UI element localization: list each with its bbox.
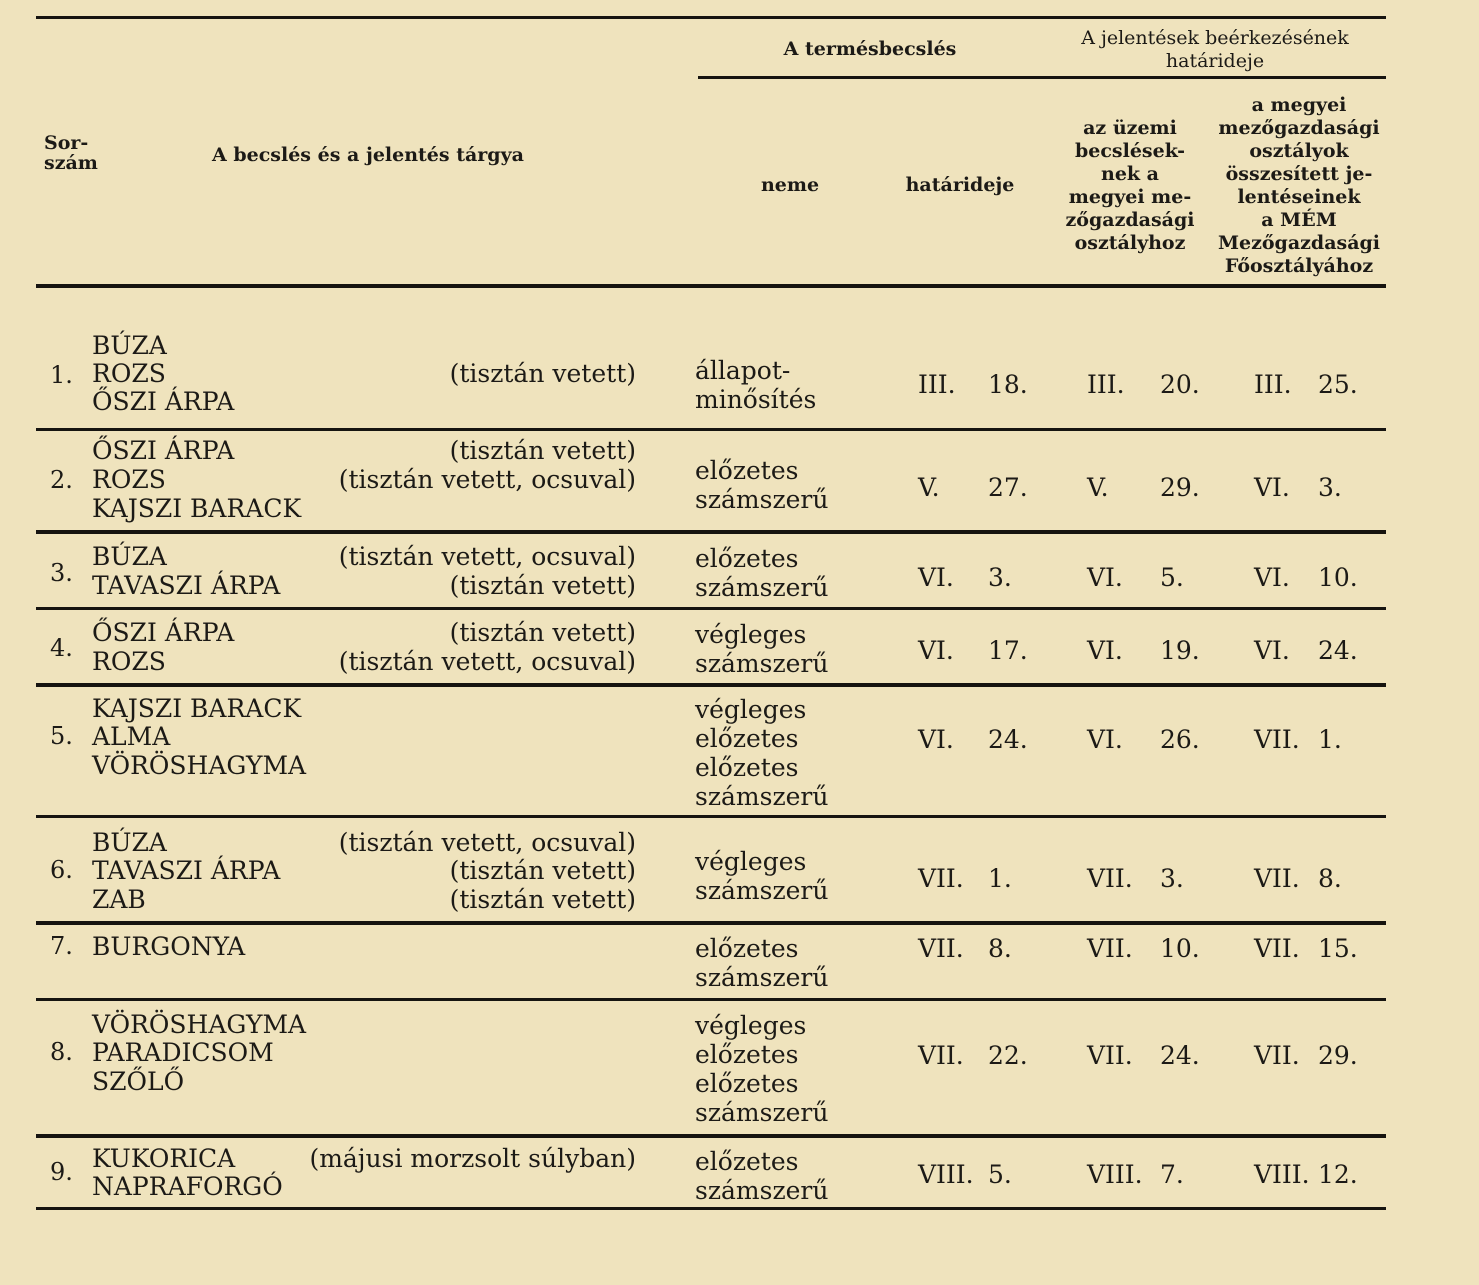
uzemi-day: 3.	[1160, 864, 1184, 893]
row-number: 5.	[50, 722, 73, 750]
subheader-rule	[698, 76, 1386, 79]
row-number: 7.	[50, 932, 73, 960]
uzemi-day: 26.	[1160, 725, 1200, 754]
row-number: 1.	[50, 361, 73, 389]
row-number: 4.	[50, 634, 73, 662]
crop-name: VÖRÖSHAGYMA	[92, 751, 307, 780]
megyei-month: VII.	[1254, 725, 1300, 754]
neme-value: előzetes számszerű	[695, 1147, 829, 1205]
uzemi-month: V.	[1087, 473, 1109, 502]
megyei-day: 10.	[1318, 563, 1358, 592]
crop-note: (tisztán vetett, ocsuval)	[338, 542, 636, 571]
crop-name: ROZS	[92, 359, 166, 388]
crop-note: (tisztán vetett)	[449, 359, 636, 388]
header-megyei: a megyei mezőgazdasági osztályok összesített je- lentéseinek a MÉM Mezőgazdasági Főosztályához	[1217, 94, 1381, 277]
crop-note: (tisztán vetett)	[449, 436, 636, 465]
uzemi-day: 24.	[1160, 1041, 1200, 1070]
megyei-day: 12.	[1318, 1160, 1358, 1189]
row-divider	[36, 428, 1386, 431]
row-number: 6.	[50, 856, 73, 884]
header-bottom-rule	[36, 284, 1386, 288]
hatarideje-day: 8.	[988, 934, 1012, 963]
hatarideje-day: 3.	[988, 563, 1012, 592]
crop-name: ZAB	[92, 885, 146, 914]
uzemi-month: VII.	[1087, 864, 1133, 893]
crop-name: VÖRÖSHAGYMA	[92, 1010, 307, 1039]
megyei-month: III.	[1254, 370, 1292, 399]
crop-name: KUKORICA	[92, 1144, 236, 1173]
megyei-day: 25.	[1318, 370, 1358, 399]
uzemi-month: VII.	[1087, 1041, 1133, 1070]
uzemi-month: VI.	[1087, 636, 1123, 665]
neme-value: előzetes számszerű	[695, 544, 829, 602]
megyei-day: 29.	[1318, 1041, 1358, 1070]
hatarideje-day: 17.	[988, 636, 1028, 665]
hatarideje-month: V.	[918, 473, 940, 502]
header-targy: A becslés és a jelentés tárgya	[212, 144, 524, 166]
uzemi-day: 29.	[1160, 473, 1200, 502]
row-divider	[36, 607, 1386, 610]
uzemi-month: III.	[1087, 370, 1125, 399]
crop-note: (májusi morzsolt súlyban)	[309, 1144, 636, 1173]
neme-value: előzetes számszerű	[695, 456, 829, 514]
crop-note: (tisztán vetett, ocsuval)	[338, 465, 636, 494]
crop-name: PARADICSOM	[92, 1038, 274, 1067]
header-hatarideje: határideje	[905, 174, 1015, 196]
crop-name: ROZS	[92, 647, 166, 676]
megyei-day: 1.	[1318, 725, 1342, 754]
neme-value: végleges előzetes előzetes számszerű	[695, 1011, 829, 1127]
megyei-month: VII.	[1254, 934, 1300, 963]
crop-note: (tisztán vetett)	[449, 571, 636, 600]
crop-note: (tisztán vetett)	[449, 856, 636, 885]
hatarideje-month: VII.	[918, 864, 964, 893]
hatarideje-month: VI.	[918, 563, 954, 592]
uzemi-day: 7.	[1160, 1160, 1184, 1189]
hatarideje-day: 1.	[988, 864, 1012, 893]
hatarideje-month: VII.	[918, 1041, 964, 1070]
hatarideje-month: VII.	[918, 934, 964, 963]
megyei-month: VI.	[1254, 473, 1290, 502]
neme-value: végleges számszerű	[695, 847, 829, 905]
header-sorszam: Sor- szám	[44, 132, 98, 174]
megyei-month: VIII.	[1254, 1160, 1310, 1189]
crop-name: KAJSZI BARACK	[92, 694, 302, 723]
neme-value: előzetes számszerű	[695, 934, 829, 992]
row-number: 8.	[50, 1038, 73, 1066]
uzemi-day: 20.	[1160, 370, 1200, 399]
hatarideje-month: III.	[918, 370, 956, 399]
crop-name: BÚZA	[92, 542, 167, 571]
header-uzemi: az üzemi becslések- nek a megyei me- zőgazdasági osztályhoz	[1065, 117, 1195, 254]
megyei-month: VI.	[1254, 636, 1290, 665]
row-divider	[36, 815, 1386, 818]
megyei-month: VII.	[1254, 864, 1300, 893]
crop-name: ALMA	[92, 722, 171, 751]
megyei-day: 24.	[1318, 636, 1358, 665]
hatarideje-day: 22.	[988, 1041, 1028, 1070]
hatarideje-month: VI.	[918, 725, 954, 754]
crop-name: NAPRAFORGÓ	[92, 1172, 283, 1201]
hatarideje-month: VI.	[918, 636, 954, 665]
uzemi-month: VI.	[1087, 725, 1123, 754]
header-neme: neme	[760, 174, 820, 196]
crop-note: (tisztán vetett, ocsuval)	[338, 647, 636, 676]
crop-name: SZŐLŐ	[92, 1067, 185, 1096]
crop-name: BÚZA	[92, 331, 167, 360]
uzemi-month: VIII.	[1087, 1160, 1143, 1189]
hatarideje-day: 18.	[988, 370, 1028, 399]
row-number: 9.	[50, 1158, 73, 1186]
row-divider	[36, 921, 1386, 925]
row-divider	[36, 1207, 1386, 1210]
crop-name: ROZS	[92, 465, 166, 494]
uzemi-month: VII.	[1087, 934, 1133, 963]
top-rule	[36, 16, 1386, 19]
row-number: 3.	[50, 559, 73, 587]
uzemi-day: 10.	[1160, 934, 1200, 963]
crop-note: (tisztán vetett)	[449, 618, 636, 647]
crop-name: KAJSZI BARACK	[92, 494, 302, 523]
uzemi-month: VI.	[1087, 563, 1123, 592]
header-termesbecsles: A termésbecslés	[783, 38, 957, 60]
crop-name: ŐSZI ÁRPA	[92, 387, 235, 416]
crop-name: BÚZA	[92, 828, 167, 857]
megyei-month: VII.	[1254, 1041, 1300, 1070]
uzemi-day: 19.	[1160, 636, 1200, 665]
crop-name: BURGONYA	[92, 932, 246, 961]
hatarideje-day: 5.	[988, 1160, 1012, 1189]
hatarideje-day: 27.	[988, 473, 1028, 502]
megyei-day: 15.	[1318, 934, 1358, 963]
row-number: 2.	[50, 466, 73, 494]
neme-value: végleges előzetes előzetes számszerű	[695, 695, 829, 811]
neme-value: állapot- minősítés	[695, 356, 817, 414]
row-divider	[36, 998, 1386, 1001]
header-jelentesek: A jelentések beérkezésének határideje	[1081, 27, 1349, 72]
hatarideje-month: VIII.	[918, 1160, 974, 1189]
uzemi-day: 5.	[1160, 563, 1184, 592]
megyei-day: 3.	[1318, 473, 1342, 502]
crop-note: (tisztán vetett, ocsuval)	[338, 828, 636, 857]
row-divider	[36, 530, 1386, 534]
crop-note: (tisztán vetett)	[449, 885, 636, 914]
row-divider	[36, 683, 1386, 687]
row-divider	[36, 1134, 1386, 1138]
crop-name: TAVASZI ÁRPA	[92, 571, 281, 600]
crop-name: TAVASZI ÁRPA	[92, 856, 281, 885]
crop-name: ŐSZI ÁRPA	[92, 618, 235, 647]
neme-value: végleges számszerű	[695, 620, 829, 678]
crop-name: ŐSZI ÁRPA	[92, 436, 235, 465]
megyei-day: 8.	[1318, 864, 1342, 893]
hatarideje-day: 24.	[988, 725, 1028, 754]
megyei-month: VI.	[1254, 563, 1290, 592]
